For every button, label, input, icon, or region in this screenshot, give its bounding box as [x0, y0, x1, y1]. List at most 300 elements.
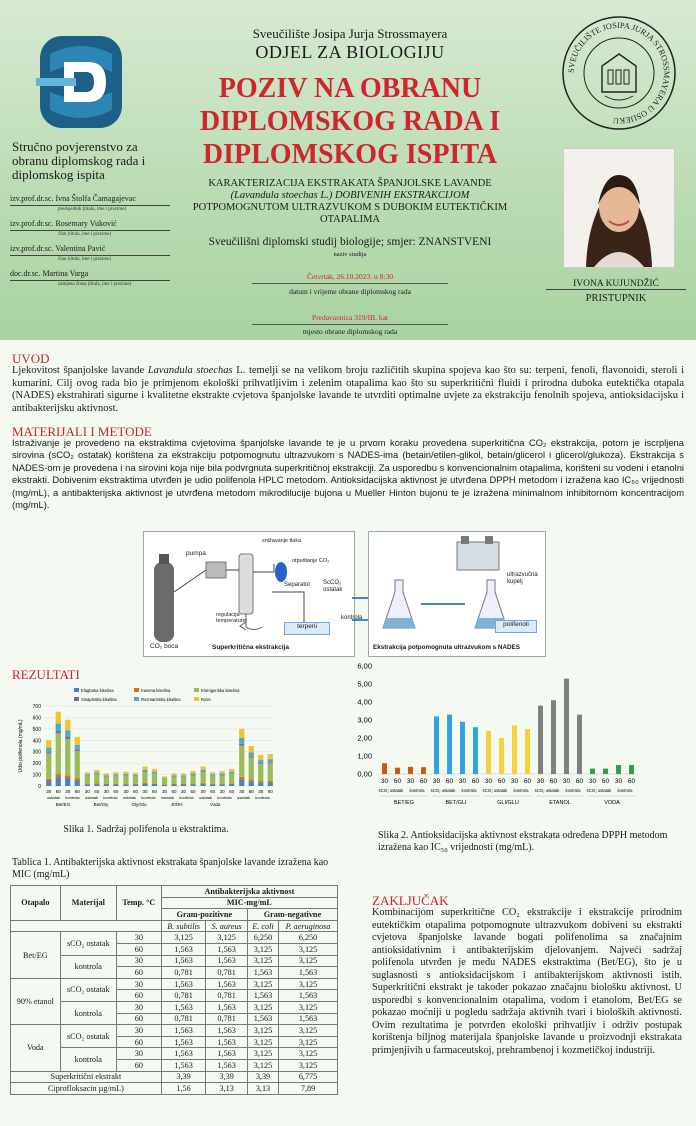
table-row [11, 1001, 338, 1013]
chart2-sublabel: kontrola [617, 788, 633, 793]
chart1-bar-segment [46, 779, 51, 781]
chart1-legend-label: Sinapinska kiselina [81, 697, 117, 702]
chart1-xtick: 30 [162, 789, 168, 794]
chart1-bar-segment [142, 767, 147, 770]
seal-text: SVEUČILIŠTE JOSIPA JURJA STROSSMAYERA U OSIJEKU [566, 20, 672, 126]
table-value-cell: 1,563 [206, 1001, 248, 1013]
chart1-legend-swatch [74, 697, 79, 701]
chart1-sublabel: kontrola [141, 795, 156, 800]
chart1-bar-segment [152, 769, 157, 772]
figure-2-caption: Slika 2. Antioksidacijska aktivnost ekstrakata određena DPPH metodom izražena kao IC₅₀ vrijednosti (mg/mL). [378, 830, 668, 853]
table-temp-cell: 60 [116, 990, 161, 1002]
th-gram-positive: Gram-pozitivne [161, 909, 247, 921]
table-value-cell: 3,125 [161, 932, 206, 944]
chart1-ytick: 0 [38, 784, 41, 790]
chart1-bar-segment [258, 763, 263, 764]
table-temp-cell: 60 [116, 1036, 161, 1048]
chart1-bar-segment [123, 772, 128, 774]
chart1-group-label: Gly/Glu [131, 802, 147, 807]
chart1-bar-segment [249, 756, 254, 757]
department-logo [36, 32, 126, 132]
chart1-legend-label: Klorogenska kiselina [201, 688, 240, 693]
chart2-sublabel: kontrola [461, 788, 477, 793]
table-value-cell: 3,13 [247, 1083, 278, 1095]
chart1-bar-segment [142, 783, 147, 784]
chart1-bar-segment [85, 784, 90, 785]
datetime-rule [252, 283, 448, 284]
chart1-bar-segment [46, 754, 51, 779]
thesis-title-line-1: KARAKTERIZACIJA EKSTRAKATA ŠPANJOLSKE LAVANDE [208, 178, 492, 189]
chart1-xtick: 30 [46, 789, 52, 794]
place-rule [252, 324, 448, 325]
table-value-cell: 3,125 [279, 978, 338, 990]
chart1-bar-segment [268, 781, 273, 782]
title-line-1: POZIV NA OBRANU [218, 73, 482, 104]
chart1-bar-segment [56, 724, 61, 731]
chart1-bar-segment [229, 774, 234, 783]
th-otapalo: Otapalo [11, 886, 61, 921]
chart1-bar-segment [56, 731, 61, 733]
table-value-cell: 3,125 [247, 978, 278, 990]
chart1-ylabel: Udio polifenola (mg/mL) [18, 719, 24, 773]
chart1-bar-segment [181, 775, 186, 776]
table-temp-cell: 30 [116, 1025, 161, 1037]
chart1-bar-segment [220, 771, 225, 773]
chart1-xtick: 60 [151, 789, 157, 794]
table-value-cell: 3,125 [247, 1025, 278, 1037]
chart1-legend-swatch [194, 697, 199, 701]
chart1-xtick: 60 [171, 789, 177, 794]
chart1-bar-segment [239, 777, 244, 779]
polifenoli-box: polifenoli [495, 620, 537, 633]
chart1-bar-segment [162, 778, 167, 779]
table-value-cell: 7,89 [279, 1083, 338, 1095]
university-name: Sveučilište Josipa Jurja Strossmayera [252, 26, 448, 41]
chart2-xtick: 60 [601, 778, 610, 785]
figure-1-caption: Slika 1. Sadržaj polifenola u ekstraktima. [63, 824, 229, 835]
chart1-bar-segment [104, 777, 109, 784]
committee-role-4: zamjena člana (titula, ime i prezime) [58, 282, 132, 287]
chart1-bar-segment [65, 720, 70, 731]
chart1-bar-segment [104, 784, 109, 785]
chart2-ytick: 5,00 [357, 679, 372, 689]
chart1-bar-segment [94, 773, 99, 775]
chart1-bar-segment [123, 784, 128, 785]
chart2-group-label: BET/EG [393, 800, 415, 806]
chart1-bar-segment [56, 733, 61, 774]
chart2-bar [629, 765, 634, 774]
chart1-bar-segment [190, 784, 195, 785]
chart1-bar-segment [239, 738, 244, 744]
chart2-ytick: 1,00 [357, 751, 372, 761]
chart1-bar-segment [56, 774, 61, 777]
chart2-bar [603, 769, 608, 774]
chart1-xtick: 60 [94, 789, 100, 794]
committee-title: Stručno povjerenstvo za obranu diplomskog rada i diplomskog ispita [12, 139, 146, 182]
chart1-bar-segment [229, 784, 234, 786]
chart1-xtick: 30 [142, 789, 148, 794]
table-value-cell: 3,13 [206, 1083, 248, 1095]
chart1-bar-segment [268, 759, 273, 762]
chart1-bar-segment [94, 784, 99, 786]
chart1-bar-segment [46, 752, 51, 753]
chart1-bar-segment [75, 778, 80, 780]
chart1-xtick: 30 [123, 789, 129, 794]
pump-label: pumpa [186, 550, 206, 557]
chart1-bar-segment [123, 774, 128, 775]
uvod-text [12, 365, 684, 415]
datetime-label: datum i vrijeme obrane diplomskog rada [289, 287, 411, 296]
chart1-bar-segment [258, 782, 263, 786]
chart1-bar-segment [113, 784, 118, 785]
chart1-bar-segment [229, 772, 234, 774]
chart1-xtick: 60 [74, 789, 80, 794]
uvod-species-name: Lavandula stoechas [147, 365, 233, 376]
chart1-bar-segment [94, 770, 99, 773]
chart2-ytick: 4,00 [357, 697, 372, 707]
table-material-cell: sCO₂ ostatak [60, 978, 116, 1001]
chart1-ytick: 200 [32, 761, 41, 768]
chart1-group-label: Bet/EG [55, 802, 71, 807]
chart1-bar-segment [123, 776, 128, 784]
chart1-bar-segment [46, 781, 51, 786]
sfe-drawing [144, 532, 354, 656]
table-value-cell: 3,125 [247, 1048, 278, 1060]
thesis-title-line-4: OTAPALIMA [319, 214, 381, 225]
chart1-sublabel: kontrola [255, 795, 270, 800]
chart1-sublabel: kontrola [217, 795, 232, 800]
table-material-cell: sCO₂ ostatak [60, 932, 116, 955]
chart2-xtick: 30 [614, 778, 623, 785]
table-value-cell: 3,125 [247, 943, 278, 955]
table-temp-cell: 30 [116, 978, 161, 990]
committee-member-3: izv.prof.dr.sc. Valentina Pavić [10, 244, 170, 256]
chart2-bar [577, 715, 582, 774]
chart1-bar-segment [249, 780, 254, 782]
chart2-bar [421, 767, 426, 774]
table-value-cell: 3,125 [279, 1025, 338, 1037]
chart2-sublabel: sCO₂ ostatak [482, 788, 508, 793]
section-title-uvod: UVOD [12, 351, 50, 366]
chart1-bar-segment [229, 773, 234, 774]
table-value-cell: 1,563 [206, 1048, 248, 1060]
co2-release-label: otpuštanje CO₂ [292, 558, 330, 564]
chart1-bar-segment [229, 769, 234, 772]
table-value-cell: 1,563 [161, 1036, 206, 1048]
terpeni-box: terpeni [284, 622, 330, 635]
chart2-xtick: 30 [432, 778, 441, 785]
table-value-cell: 1,563 [161, 1048, 206, 1060]
chart1-bar-segment [201, 772, 206, 773]
table-row [11, 1025, 338, 1037]
chart2-sublabel: kontrola [565, 788, 581, 793]
chart1-bar-segment [268, 754, 273, 759]
chart1-group-label: Voda [209, 802, 221, 807]
chart1-bar-segment [239, 729, 244, 738]
table-value-cell: 3,125 [279, 943, 338, 955]
chart1-bar-segment [75, 745, 80, 750]
chart1-legend-label: Rozmarinska kiselina [141, 697, 181, 702]
chart1-legend-swatch [134, 697, 139, 701]
table-row [11, 932, 338, 944]
chart1-bar-segment [133, 784, 138, 786]
chart1-group-label: EtOH [171, 802, 183, 807]
table-value-cell: 1,563 [206, 978, 248, 990]
chart1-xtick [85, 789, 91, 794]
chart1-legend-swatch [134, 688, 139, 692]
chart1-ytick: 600 [32, 715, 41, 722]
table-temp-cell: 30 [116, 1048, 161, 1060]
chart1-bar-segment [75, 751, 80, 778]
table-bacteria-name: E. coli [247, 920, 278, 932]
chart1-bar-segment [142, 772, 147, 783]
chart1-bar-segment [152, 784, 157, 786]
chart1-bar-segment [220, 784, 225, 785]
chart1-bar-segment [113, 784, 118, 786]
chart1-sublabel: kontrola [103, 795, 118, 800]
chart1-bar-segment [229, 783, 234, 784]
chart1-sublabel: kontrola [179, 795, 194, 800]
chart1-legend-swatch [194, 688, 199, 692]
chart2-bar [408, 767, 413, 774]
table-temp-cell: 60 [116, 943, 161, 955]
table-value-cell: 3,125 [247, 955, 278, 967]
chart1-bar-segment [152, 773, 157, 774]
chart1-bar-segment [268, 782, 273, 786]
chart1-bar-segment [171, 775, 176, 776]
chart2-bar [473, 727, 478, 774]
chart1-bar-segment [104, 775, 109, 776]
table-value-cell: 6,775 [279, 1071, 338, 1083]
title-line-2: DIPLOMSKOG RADA I [199, 106, 501, 137]
chart1-xtick: 30 [258, 789, 264, 794]
table-value-cell: 1,563 [279, 967, 338, 979]
table-material-cell: kontrola [60, 1001, 116, 1024]
chart1-bar-segment [85, 774, 90, 775]
chart1-bar-segment [56, 712, 61, 724]
chart1-bar-segment [46, 740, 51, 747]
table-value-cell: 3,125 [279, 1001, 338, 1013]
chart1-bar-segment [249, 758, 254, 780]
thesis-title [172, 178, 528, 226]
chart1-bar-segment [171, 777, 176, 784]
chart1-bar-segment [171, 784, 176, 785]
chart1-bar-segment [220, 784, 225, 786]
chart1-bar-segment [85, 776, 90, 784]
chart2-sublabel: sCO₂ ostatak [430, 788, 456, 793]
section-title-methods: MATERIJALI I METODE [12, 424, 152, 439]
chart1-xtick: 60 [113, 789, 119, 794]
committee-member-4: doc.dr.sc. Martina Varga [10, 269, 170, 281]
mic-table [10, 885, 338, 1095]
title-line-3: DIPLOMSKOG ISPITA [202, 139, 498, 170]
chart1-xtick: 60 [229, 789, 235, 794]
table-bacteria-row [11, 920, 338, 932]
student-photo [563, 148, 675, 268]
chart1-bar-segment [65, 739, 70, 775]
table-value-cell: 1,563 [279, 1013, 338, 1025]
chart1-sublabel: ostatak [237, 795, 250, 800]
table-value-cell: 3,39 [247, 1071, 278, 1083]
university-seal [560, 14, 678, 132]
table-value-cell: 3,125 [279, 1048, 338, 1060]
chart1-bar-segment [113, 772, 118, 774]
chart1-xtick: 60 [248, 789, 254, 794]
polyphenol-chart [14, 682, 280, 816]
chart2-xtick: 60 [627, 778, 636, 785]
chart1-bar-segment [181, 773, 186, 775]
chart1-bar-segment [210, 784, 215, 786]
student-label: PRISTUPNIK [585, 293, 647, 304]
chart1-legend-label: Elagboka kiselina [81, 688, 114, 693]
chart2-xtick: 30 [562, 778, 571, 785]
chart1-bar-segment [94, 783, 99, 784]
chart1-bar-segment [104, 773, 109, 775]
poster-title [178, 72, 522, 171]
table-temp-cell: 60 [116, 967, 161, 979]
chart1-xtick: 60 [132, 789, 138, 794]
table-value-cell: 0,781 [206, 1013, 248, 1025]
nades-diagram [368, 531, 546, 657]
chart2-bar [447, 715, 452, 774]
uvod-text-b: L. temelji se na velikom broju različitih skupina spojeva kao što su: terpeni, fenoli, flavonoidi, steroli i kumarini. Cilj ovog rada bio je primjenom ekološki prihvatljivim i zelenim otapalima kao što su superkritični fluidi i prirodna duboka eutektička otapala (NADES) ekstrahirati sigurne i kvalitetne ekstrakte cvjetova španjolske lavande te utvrditi optimalne uvjete za ekstrakciju fenolnih spojeva, antioksidacijsku i antibakterijsku aktivnost. [12, 365, 684, 414]
table-row [11, 978, 338, 990]
chart1-bar-segment [142, 784, 147, 786]
chart2-bar [382, 763, 387, 774]
chart2-ytick: 2,00 [357, 733, 372, 743]
chart1-bar-segment [142, 772, 147, 773]
chart1-ytick: 100 [32, 772, 41, 779]
table-bacteria-name: P. aeruginosa [279, 920, 338, 932]
chart1-bar-segment [133, 775, 138, 776]
table-solvent-cell: 90% etanol [11, 978, 61, 1024]
chart1-ytick: 400 [32, 738, 41, 745]
temperature-label: regulacija temperature [216, 612, 246, 624]
chart1-bar-segment [152, 772, 157, 774]
chart1-bar-segment [113, 776, 118, 784]
chart1-bar-segment [56, 777, 61, 786]
chart1-bar-segment [75, 737, 80, 745]
chart1-bar-segment [201, 783, 206, 784]
table-value-cell: 1,563 [161, 955, 206, 967]
table-value-cell: 6,250 [247, 932, 278, 944]
chart1-bar-segment [249, 781, 254, 786]
conclusion-text: Kombinacijom superkritične CO₂ ekstrakcije i ekstrakcije prirodnim eutektičkim otapalima potpomognute ultrazvukom dobiveni su ekstrakti cvjetova španjolske lavande bogati polifenolima sa značajnim antioksidativnim i antibakterijskim djelovanjem. Najveći sadržaj polifenola utvrđen je među NADES ekstraktima (Bet/EG), što je u suglasnosti s antioksidacijskom i antibakterijskom aktivnosti istih. Superkritični ekstrakt je također pokazao značajnu biološku aktivnost. U usporedbi s konvencionalnim otapalima, vodom i etanolom, Bet/EG se pokazao moćniji u pogledu sadržaja aktivnih tvari i bioloških aktivnosti. Ovim rezultatima je potvrđen ekološki prihvatljiv i održiv postupak korištenja biljnog materijala španjolske lavande u proizvodnji ekstrakata primjenjivih u farmaceutskoj, prehrambenoj i kozmetičkoj industriji. [372, 907, 682, 1056]
chart1-bar-segment [133, 773, 138, 775]
chart1-bar-segment [220, 774, 225, 775]
chart2-bar [551, 700, 556, 774]
chart1-bar-segment [210, 776, 215, 784]
chart1-bar-segment [239, 779, 244, 786]
ultrasound-label: ultrazvučna kupelj [507, 572, 538, 585]
chart1-bar-segment [65, 778, 70, 786]
table-value-cell: 1,563 [161, 1001, 206, 1013]
table-value-cell: 3,125 [279, 1036, 338, 1048]
chart1-bar-segment [75, 780, 80, 786]
nades-caption: Ekstrakcija potpomognuta ultrazvukom s NADES [373, 644, 520, 651]
chart1-xtick [113, 789, 119, 794]
chart1-bar-segment [190, 771, 195, 773]
chart2-bar [525, 729, 530, 774]
chart1-legend-swatch [74, 688, 79, 692]
table-temp-cell: 30 [116, 1001, 161, 1013]
defense-datetime: Četvrtak, 26.10.2023. u 8:30 [306, 272, 394, 281]
student-portrait-image [564, 149, 674, 267]
chart2-xtick: 30 [536, 778, 545, 785]
chart1-sublabel: ostatak [47, 795, 60, 800]
table-bacteria-name: S. aureus [206, 920, 248, 932]
table-value-cell: 0,781 [161, 1013, 206, 1025]
methods-text: Istraživanje je provedeno na ekstraktima cvjetovima španjolske lavande te je u prvom koraku provedena superkritična CO₂ ekstrakcija, potom je iscrpljena sirovina (sCO₂ ostatak) korištena za ekstrakciju potpomognutu ultrazvukom s NADES-ima (betain/etilen-glikol, betain/glicerol i glicerol/glukoza). Ekstrakcija s NADES-om je provedena i na sirovini koja nije bila podvrgnuta superkritičnoj ekstrakciji. Za usporedbu s konvencionalnim otapalima, korišteni su vodeni i etanolni ekstrakti. Dobivenim ekstraktima utvrđen je udio polifenola HPLC metodom. Antioksidacijska aktivnost je utvrđena DPPH metodom i izražena kao IC₅₀ vrijednosti (mg/mL), a antibakterijska aktivnost je utvrđena metodom mikrodilucije bujona u Mueller Hinton bujonu te je izražena minimalnom inhibitornom koncentracijom (mg/mL). [12, 437, 684, 511]
chart1-bar-segment [258, 764, 263, 781]
table-value-cell: 0,781 [161, 990, 206, 1002]
co2-tank-label: CO₂ boca [150, 643, 179, 650]
chart2-xtick: 60 [549, 778, 558, 785]
chart2-xtick: 60 [497, 778, 506, 785]
table-bacteria-name: B. subtilis [161, 920, 206, 932]
table-value-cell: 3,125 [279, 1059, 338, 1071]
table-temp-cell: 60 [116, 1059, 161, 1071]
table-value-cell: 0,781 [206, 967, 248, 979]
table-footer-label: Ciprofloksacin µg/mL) [11, 1083, 162, 1095]
chart2-xtick: 60 [471, 778, 480, 785]
chart2-ytick: 6,00 [357, 661, 372, 671]
chart2-group-label: BET/GLI [445, 800, 467, 806]
chart1-bar-segment [210, 784, 215, 785]
defense-place: Predavaonica 319/III. kat [311, 313, 388, 322]
chart1-bar-segment [181, 784, 186, 786]
table-material-cell: kontrola [60, 955, 116, 978]
chart2-bar [395, 768, 400, 774]
chart1-ytick: 500 [32, 726, 41, 733]
section-title-results: REZULTATI [12, 667, 80, 682]
chart2-sublabel: kontrola [409, 788, 425, 793]
chart1-bar-segment [152, 774, 157, 783]
chart1-bar-segment [190, 784, 195, 786]
chart1-bar-segment [85, 784, 90, 786]
th-materijal: Materijal [60, 886, 116, 921]
chart1-bar-segment [249, 752, 254, 756]
nades-drawing [369, 532, 545, 656]
chart1-bar-segment [171, 784, 176, 786]
chart1-bar-segment [190, 775, 195, 783]
th-mic: MIC-mg/mL [161, 897, 337, 909]
committee-role-2: član (titula, ime i prezime) [58, 232, 112, 237]
table-value-cell: 1,563 [247, 1013, 278, 1025]
chart1-bar-segment [142, 770, 147, 772]
chart1-bar-segment [133, 784, 138, 785]
chart2-bar [616, 765, 621, 774]
chart2-sublabel: kontrola [513, 788, 529, 793]
table-footer-label: Superkritični ekstrakt [11, 1071, 162, 1083]
chart2-xtick: 60 [393, 778, 402, 785]
chart2-bar [486, 731, 491, 774]
chart2-xtick: 30 [458, 778, 467, 785]
chart1-bar-segment [201, 770, 206, 772]
chart1-bar-segment [258, 760, 263, 763]
place-label: mjesto obrane diplomskog rada [302, 327, 398, 336]
table-temp-cell: 30 [116, 932, 161, 944]
chart1-bar-segment [239, 744, 244, 746]
chart1-bar-segment [171, 773, 176, 775]
chart2-xtick: 60 [523, 778, 532, 785]
th-gram-negative: Gram-negativne [247, 909, 337, 921]
table-temp-cell: 60 [116, 1013, 161, 1025]
chart1-bar-segment [201, 784, 206, 786]
chart2-xtick: 60 [575, 778, 584, 785]
table-value-cell: 1,563 [161, 978, 206, 990]
table-value-cell: 3,125 [247, 1036, 278, 1048]
